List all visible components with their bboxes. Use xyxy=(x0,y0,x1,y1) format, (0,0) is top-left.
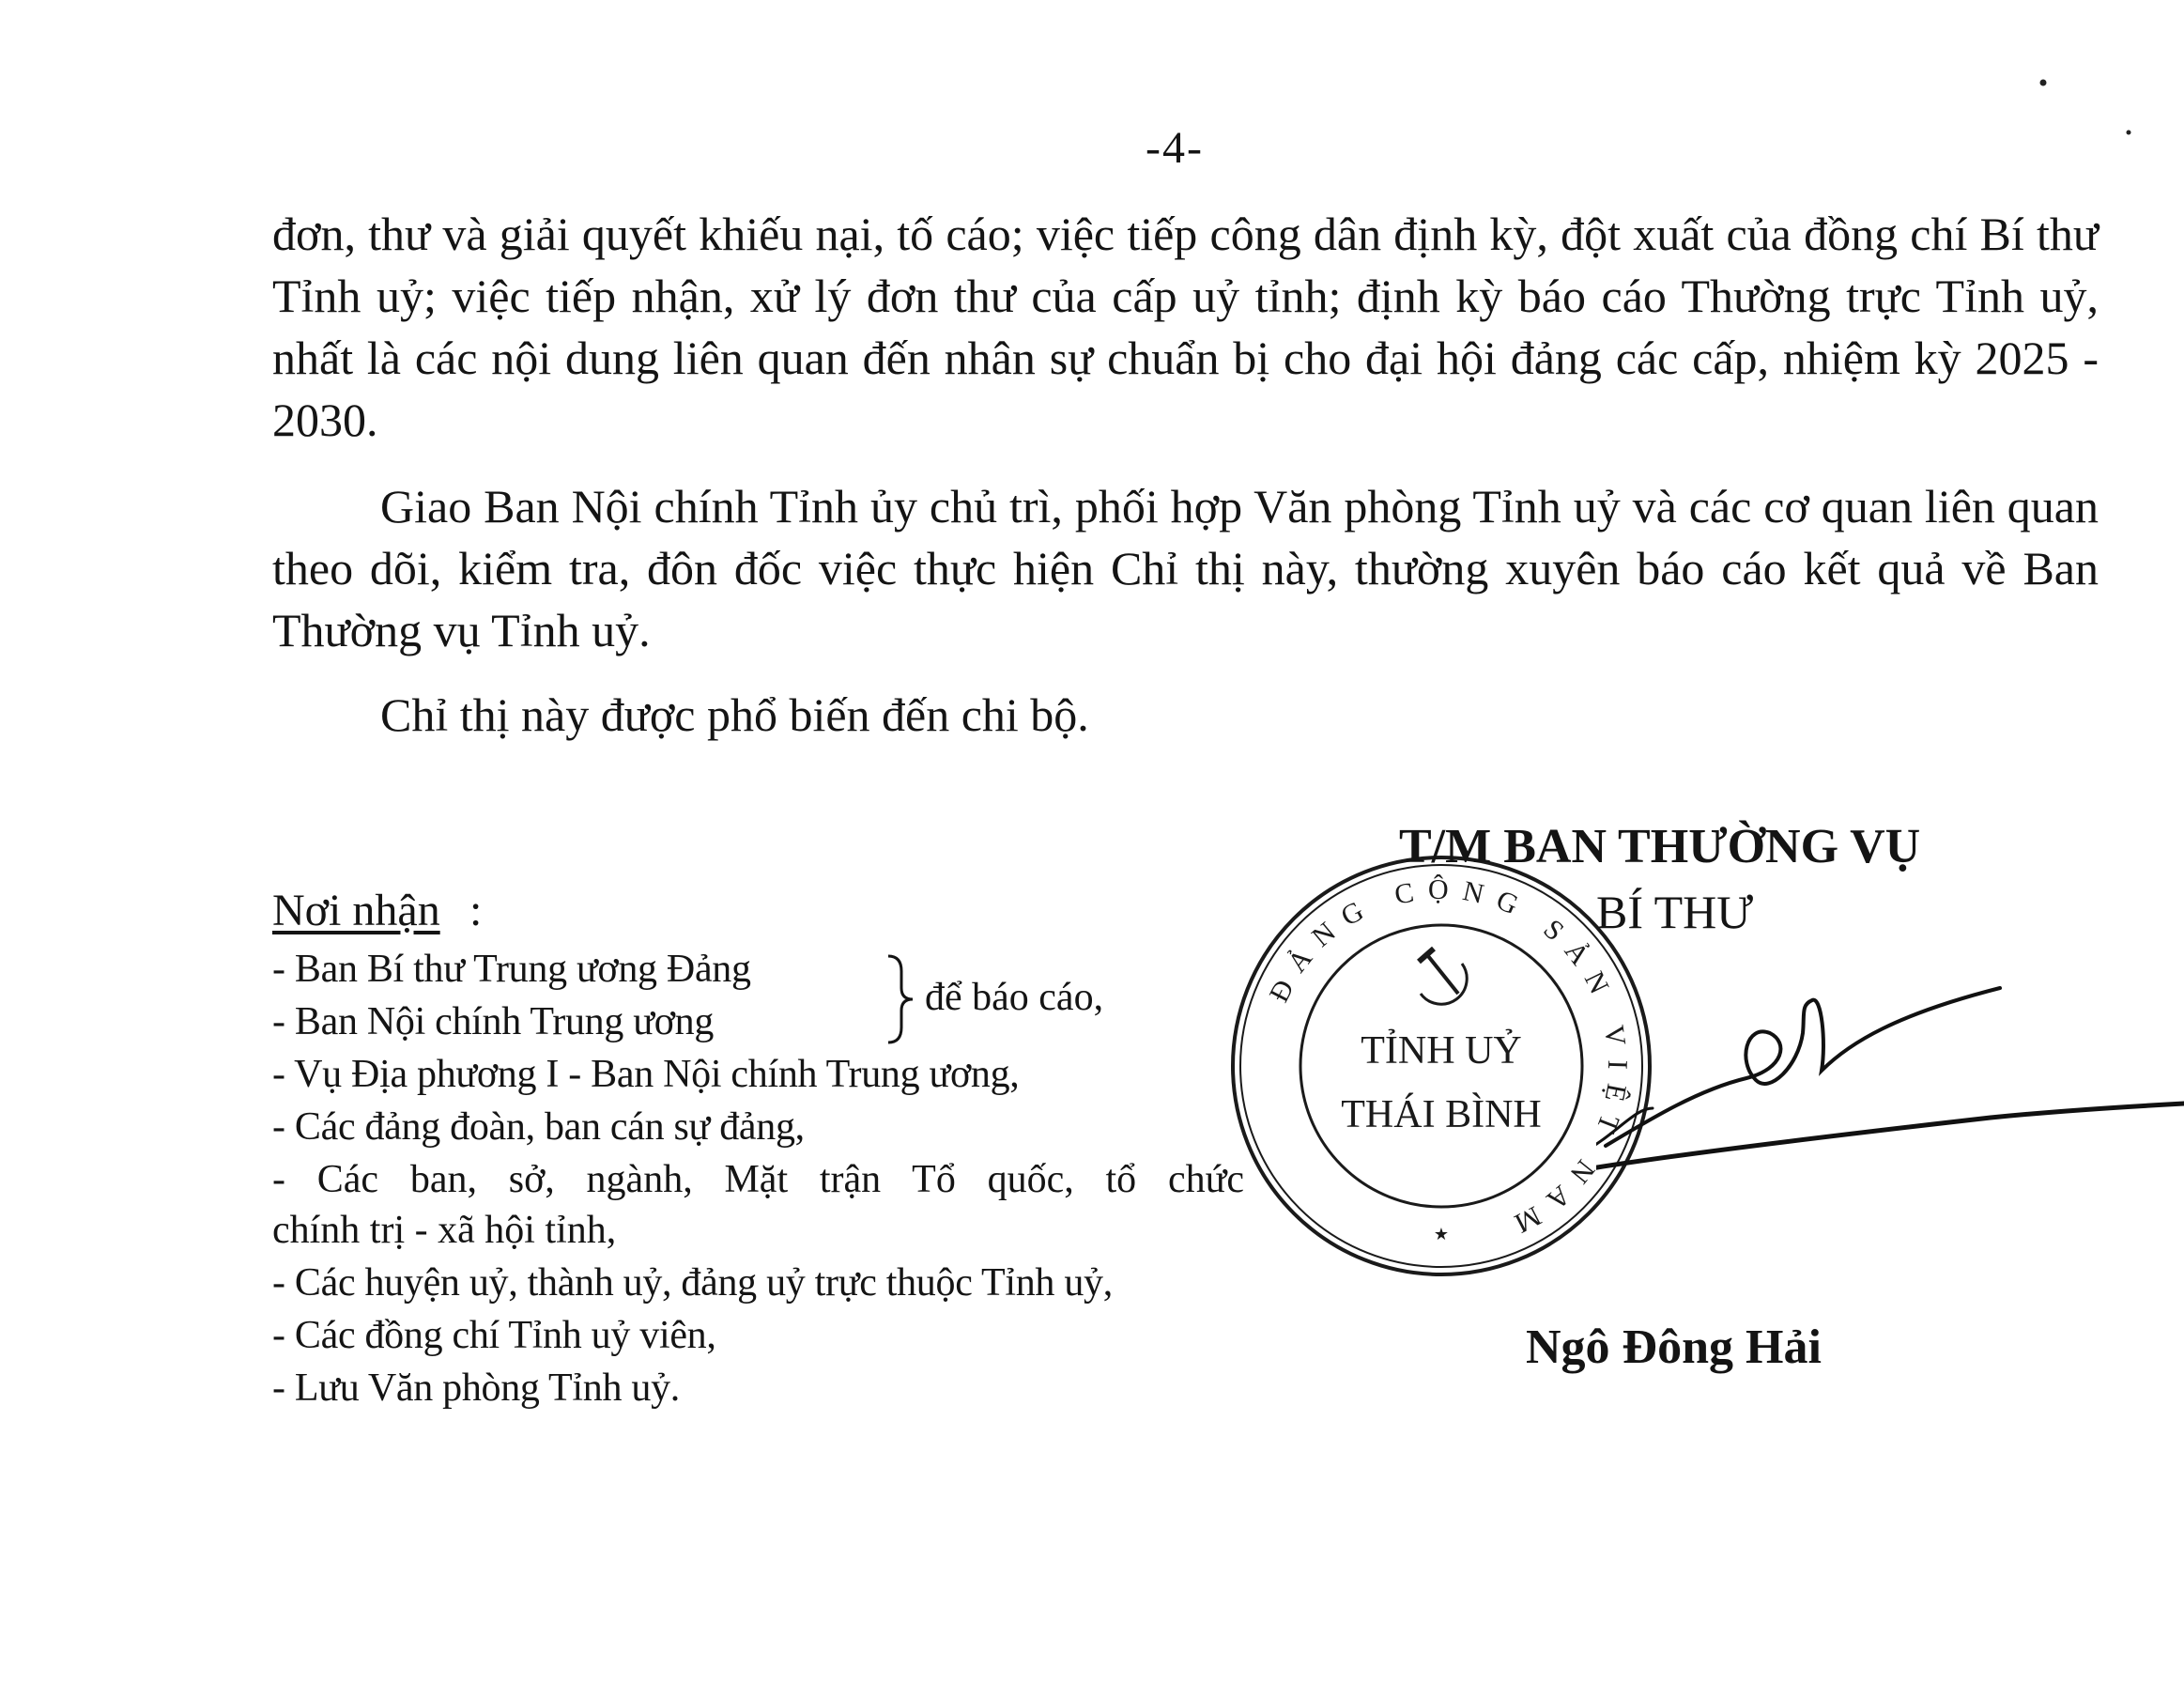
recipient-item: - Lưu Văn phòng Tỉnh uỷ. xyxy=(272,1366,680,1410)
body-paragraph-3: Chỉ thị này được phổ biến đến chi bộ. xyxy=(380,688,1089,741)
seal-ring-text: ĐẢNG CỘNG SẢN VIỆT NAM xyxy=(1263,873,1634,1245)
recipients-brace-note: để báo cáo, xyxy=(925,976,1104,1019)
signature-role: BÍ THƯ xyxy=(1596,886,1754,938)
signer-name: Ngô Đông Hải xyxy=(1526,1320,1822,1374)
recipient-item: - Vụ Địa phương I - Ban Nội chính Trung ương, xyxy=(272,1053,1020,1096)
scan-speck xyxy=(2038,77,2049,88)
recipient-item: - Các đảng đoàn, ban cán sự đảng, xyxy=(272,1105,805,1149)
recipient-item: - Các đồng chí Tỉnh uỷ viên, xyxy=(272,1314,716,1357)
hammer-sickle-icon xyxy=(1419,949,1467,1004)
recipients-heading: Nơi nhận xyxy=(272,886,440,935)
signature-title: T/M BAN THƯỜNG VỤ xyxy=(1399,820,1921,873)
page-number: -4- xyxy=(1146,123,1204,173)
curly-brace-icon xyxy=(883,952,920,1046)
seal-center-top: TỈNH UỶ xyxy=(1361,1029,1522,1073)
scan-speck xyxy=(2124,128,2133,137)
recipient-item-continuation: chính trị - xã hội tỉnh, xyxy=(272,1209,617,1252)
seal-center-bottom: THÁI BÌNH xyxy=(1341,1093,1542,1136)
recipient-item: - Các ban, sở, ngành, Mặt trận Tổ quốc, tổ chức xyxy=(272,1158,1244,1201)
seal-star-icon: ★ xyxy=(1433,1225,1450,1244)
body-paragraph-1: đơn, thư và giải quyết khiếu nại, tố cáo; việc tiếp công dân định kỳ, đột xuất của đồng chí Bí thư Tỉnh uỷ; việc tiếp nhận, xử lý đơn thư của cấp uỷ tỉnh; định kỳ báo cáo Thường trực Tỉnh uỷ, nhất là các nội dung liên quan đến nhân sự chuẩn bị cho đại hội đảng các cấp, nhiệm kỳ 2025 - 2030. xyxy=(272,208,2099,446)
recipient-item: - Ban Nội chính Trung ương xyxy=(272,1000,715,1043)
recipient-item: - Các huyện uỷ, thành uỷ, đảng uỷ trực thuộc Tỉnh uỷ, xyxy=(272,1261,1113,1305)
recipient-item: - Ban Bí thư Trung ương Đảng xyxy=(272,948,751,991)
handwritten-signature xyxy=(1596,977,2184,1212)
body-paragraph-2: Giao Ban Nội chính Tỉnh ủy chủ trì, phối hợp Văn phòng Tỉnh uỷ và các cơ quan liên quan theo dõi, kiểm tra, đôn đốc việc thực hiện Chỉ thị này, thường xuyên báo cáo kết quả về Ban Thường vụ Tỉnh uỷ. xyxy=(272,480,2099,656)
recipients-heading-colon: : xyxy=(469,886,483,935)
